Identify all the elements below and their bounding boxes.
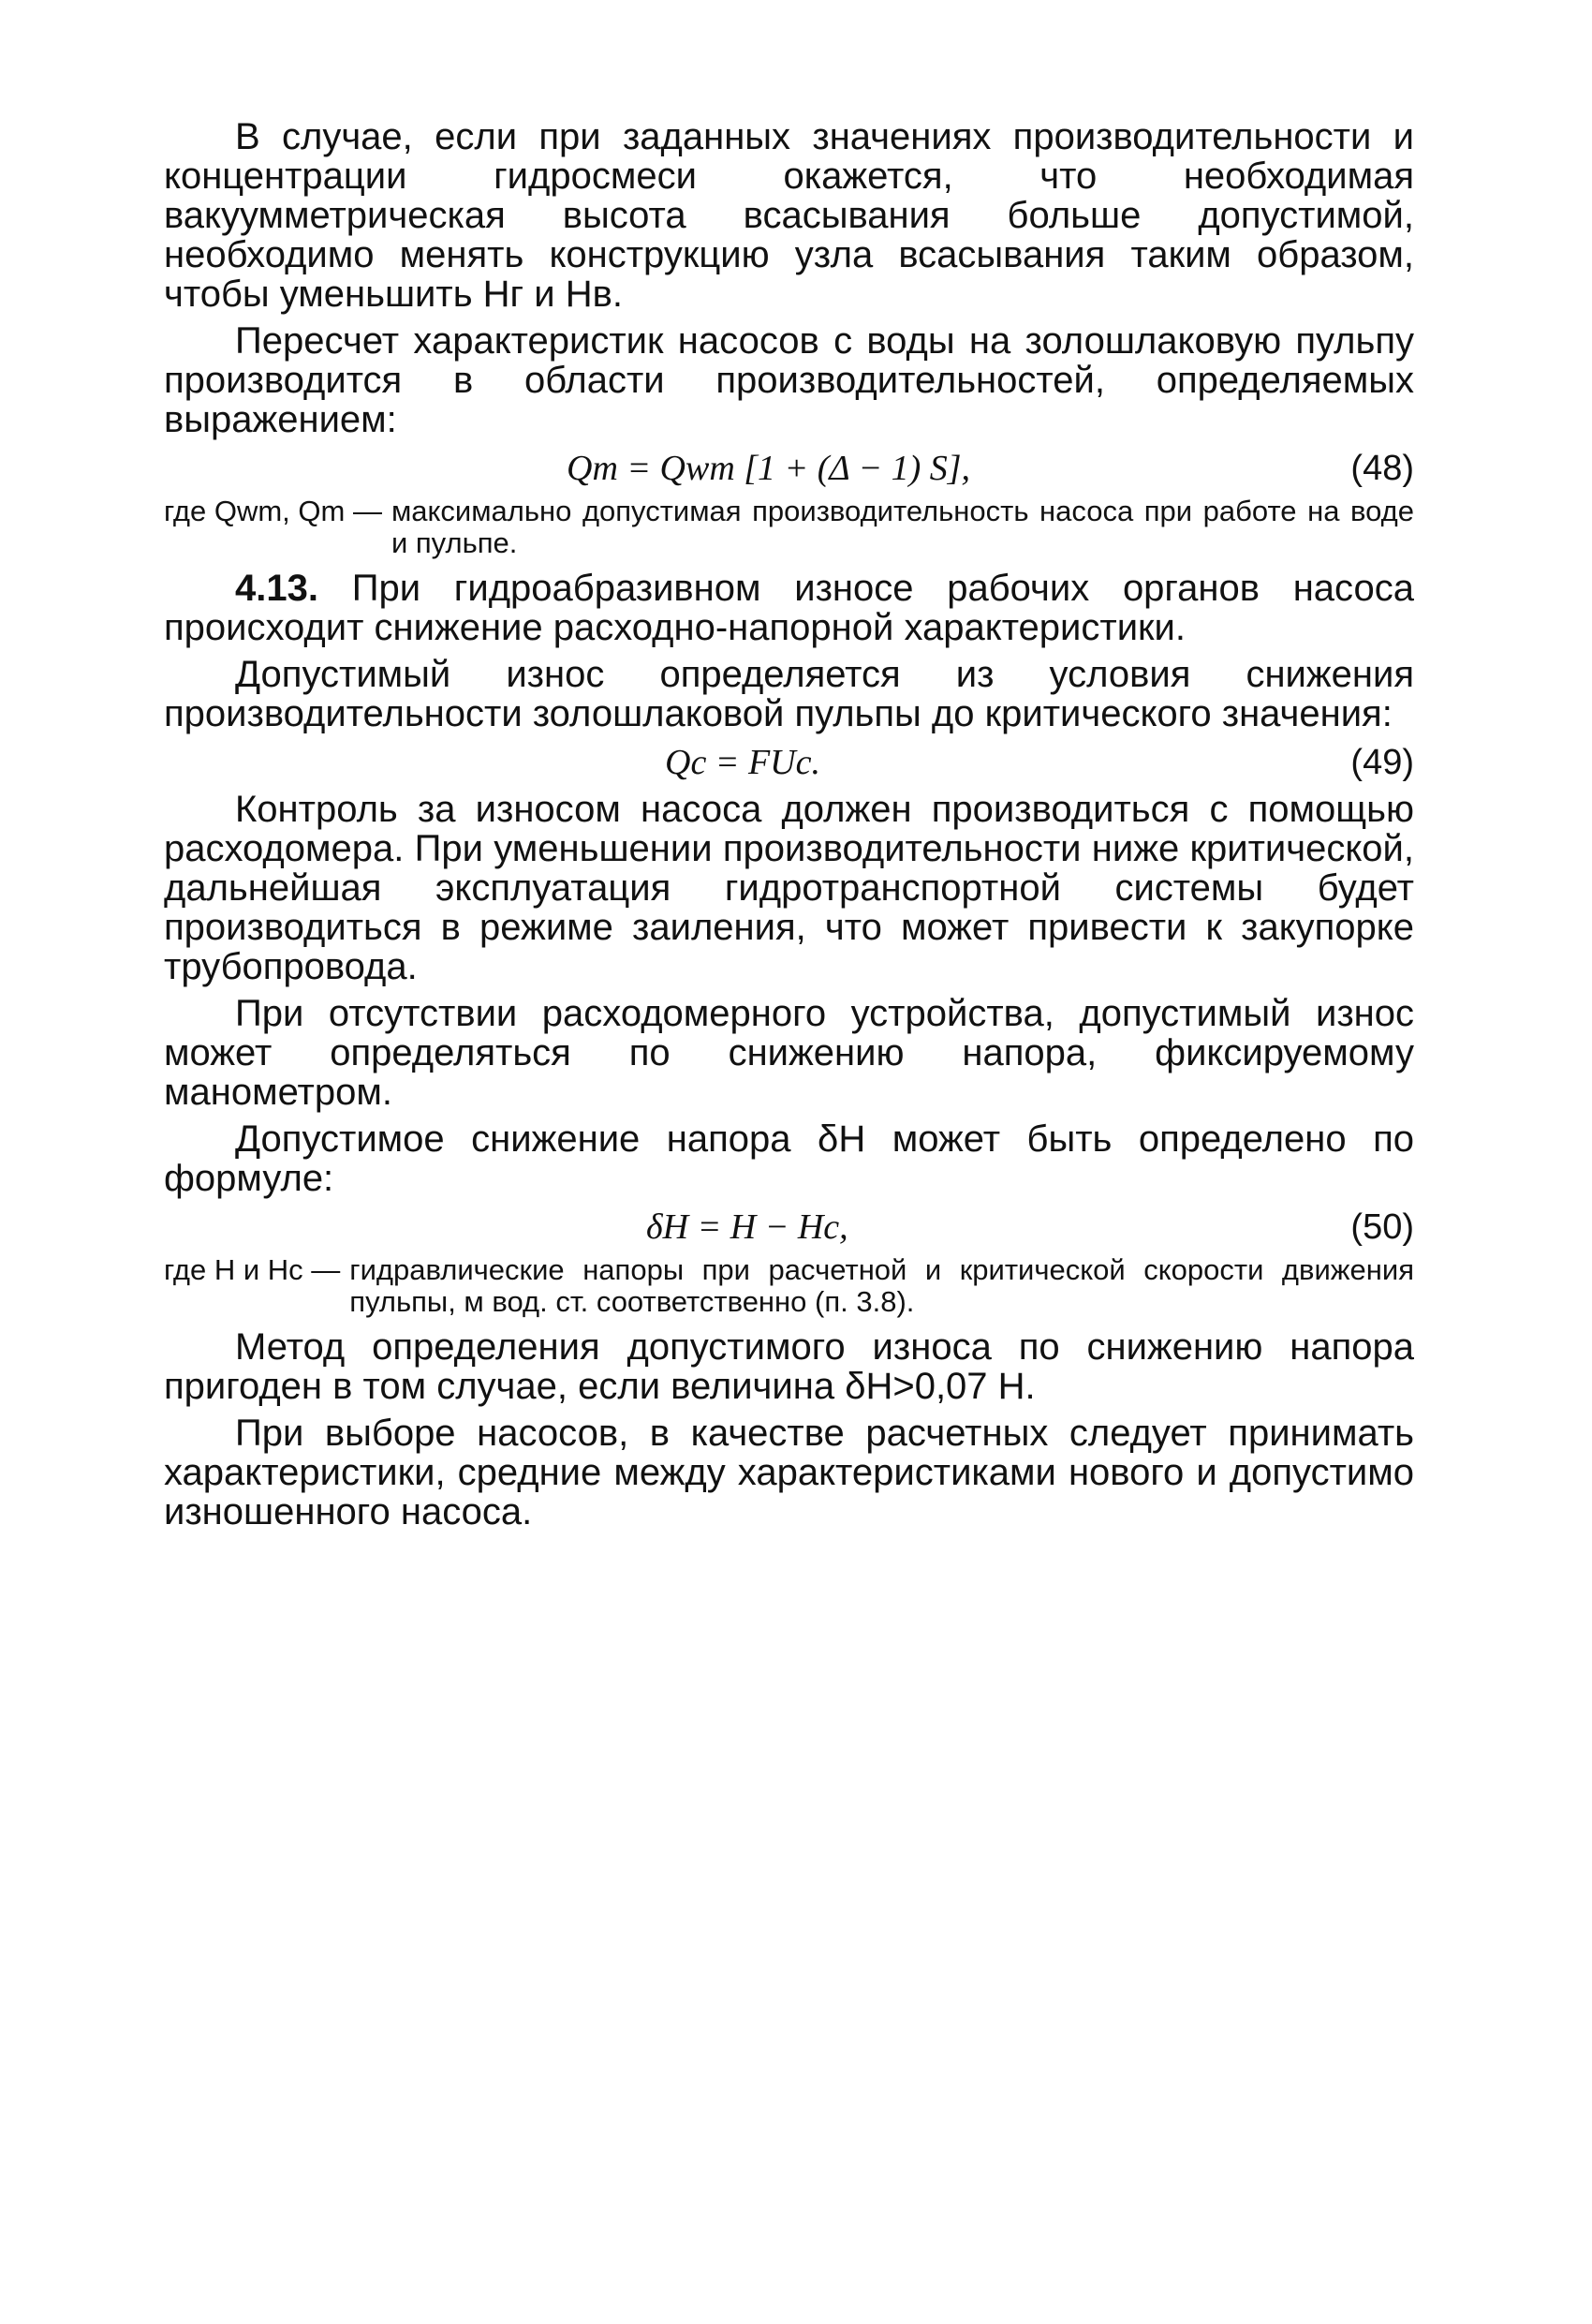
section-number: 4.13.: [235, 568, 318, 609]
formula-50: [164, 1206, 1414, 1249]
formula-48-expression: Qm = Qwm [1 + (Δ − 1) S],: [567, 449, 971, 488]
section-4-13: [164, 569, 1414, 647]
paragraph-allowed-wear: Допустимый износ определяется из условия снижения производительности золошлаковой пульпы до критического значения:: [164, 654, 1414, 734]
paragraph-no-flowmeter: При отсутствии расходомерного устройства, допустимый износ может определяться по снижению напора, фиксируемому манометром.: [164, 993, 1414, 1113]
document-page: [164, 117, 1414, 1539]
formula-48: [164, 447, 1414, 490]
where-48-text: максимально допустимая производительность насоса при работе на воде и пульпе.: [391, 495, 1414, 559]
formula-49-number: (49): [1350, 743, 1414, 782]
section-4-13-text: При гидроабразивном износе рабочих органов насоса происходит снижение расходно-напорной характеристики.: [164, 568, 1414, 648]
formula-49-expression: Qc = FUc.: [665, 743, 820, 782]
paragraph-method: Метод определения допустимого износа по снижению напора пригоден в том случае, если величина δH>0,07 H.: [164, 1326, 1414, 1407]
formula-48-number: (48): [1350, 449, 1414, 488]
where-50-text: гидравлические напоры при расчетной и критической скорости движения пульпы, м вод. ст. соответственно (п. 3.8).: [349, 1253, 1414, 1318]
formula-50-number: (50): [1350, 1207, 1414, 1247]
where-50: [164, 1254, 1414, 1318]
paragraph-head-reduction: Допустимое снижение напора δH может быть определено по формуле:: [164, 1118, 1414, 1199]
formula-50-expression: δH = H − Hc,: [646, 1207, 848, 1247]
paragraph-suction-height: В случае, если при заданных значениях производительности и концентрации гидросмеси окажется, что необходимая вакуумметрическая высота всасывания больше допустимой, необходимо менять конструкцию узла всасывания таким образом, чтобы уменьшить Hг и Hв.: [164, 116, 1414, 315]
where-50-symbols: где H и Hc —: [164, 1253, 341, 1286]
where-48: [164, 496, 1414, 559]
formula-49: [164, 741, 1414, 784]
paragraph-flowmeter-control: Контроль за износом насоса должен производиться с помощью расходомера. При уменьшении производительности ниже критической, дальнейшая эксплуатация гидротранспортной системы будет производиться в режиме заиления, что может привести к закупорке трубопровода.: [164, 789, 1414, 987]
paragraph-recalc: Пересчет характеристик насосов с воды на золошлаковую пульпу производится в области производительностей, определяемых выражением:: [164, 320, 1414, 440]
where-48-symbols: где Qwm, Qm —: [164, 495, 382, 527]
paragraph-pump-selection: При выборе насосов, в качестве расчетных следует принимать характеристики, средние между характеристиками нового и допустимо изношенного насоса.: [164, 1413, 1414, 1532]
